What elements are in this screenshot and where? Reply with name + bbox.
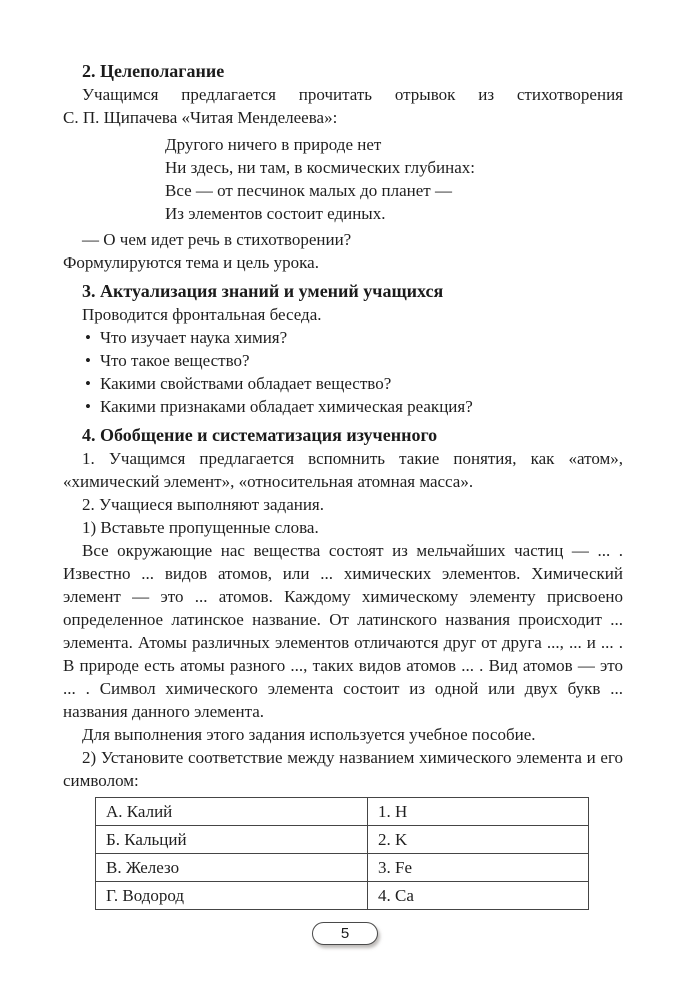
element-name-cell: В. Железо — [96, 854, 368, 882]
section-goal-setting — [63, 60, 623, 274]
table-row — [96, 854, 589, 882]
bullet-icon — [85, 372, 91, 395]
section-3-heading: 3. Актуализация знаний и умений учащихся — [82, 281, 444, 301]
table-row — [96, 798, 589, 826]
list-item — [63, 372, 623, 395]
list-item-text: Что такое вещество? — [100, 351, 250, 370]
poem-line: Все — от песчинок малых до планет — — [165, 181, 452, 200]
section-2-heading: 2. Целеполагание — [82, 61, 225, 81]
section-knowledge-update — [63, 280, 623, 418]
step-2-paragraph: 2. Учащиеся выполняют задания. — [82, 495, 325, 514]
task-1-title: 1) Вставьте пропущенные слова. — [82, 518, 319, 537]
task-1-fill-in-text: Все окружающие нас вещества состоят из мельчайших частиц — ... . Известно ... видов атомов, или ... химических элементов. Химический элемент — это ... атомов. Каждому химическому элементу присвоено определенное латинское название. От латинского названия происходит ... элемента. Атомы различных элементов отличаются друг от друга ..., ... и ... . В природе есть атомы разного ..., таких видов атомов ... . Вид атомов — это ... . Символ химического элемента состоит из одной или двух букв ... названия данного элемента. — [63, 541, 623, 721]
section-generalization — [63, 424, 623, 910]
section-2-intro: Учащимся предлагается прочитать отрывок из стихотворения С. П. Щипачева «Читая Менделеева»: — [63, 85, 623, 127]
poem-line: Из элементов состоит единых. — [165, 204, 386, 223]
list-item — [63, 326, 623, 349]
section-3-intro: Проводится фронтальная беседа. — [82, 305, 322, 324]
page-number: 5 — [340, 925, 350, 942]
list-item-text: Что изучает наука химия? — [100, 328, 288, 347]
element-name-cell: Г. Водород — [96, 882, 368, 910]
list-item — [63, 395, 623, 418]
table-row — [96, 826, 589, 854]
discussion-question: — О чем идет речь в стихотворении? — [82, 230, 352, 249]
element-name-cell: Б. Кальций — [96, 826, 368, 854]
element-symbol-cell: 3. Fe — [368, 854, 589, 882]
section-2-outcome: Формулируются тема и цель урока. — [63, 253, 319, 272]
list-item — [63, 349, 623, 372]
task-2-title: 2) Установите соответствие между названием химического элемента и его символом: — [63, 748, 623, 790]
matching-table — [95, 797, 589, 910]
poem-line: Ни здесь, ни там, в космических глубинах: — [165, 158, 475, 177]
element-symbol-cell: 4. Ca — [368, 882, 589, 910]
list-item-text: Какими свойствами обладает вещество? — [100, 374, 392, 393]
question-list — [63, 326, 623, 418]
element-name-cell: А. Калий — [96, 798, 368, 826]
poem-line: Другого ничего в природе нет — [165, 135, 382, 154]
bullet-icon — [85, 395, 91, 418]
page-number-badge — [312, 922, 378, 945]
element-symbol-cell: 1. H — [368, 798, 589, 826]
list-item-text: Какими признаками обладает химическая реакция? — [100, 397, 473, 416]
element-symbol-cell: 2. K — [368, 826, 589, 854]
task-1-note: Для выполнения этого задания используется учебное пособие. — [82, 725, 536, 744]
step-1-paragraph: 1. Учащимся предлагается вспомнить такие понятия, как «атом», «химический элемент», «относительная атомная масса». — [63, 449, 623, 491]
bullet-icon — [85, 326, 91, 349]
bullet-icon — [85, 349, 91, 372]
table-row — [96, 882, 589, 910]
poem-quote — [165, 133, 623, 225]
section-4-heading: 4. Обобщение и систематизация изученного — [82, 425, 438, 445]
